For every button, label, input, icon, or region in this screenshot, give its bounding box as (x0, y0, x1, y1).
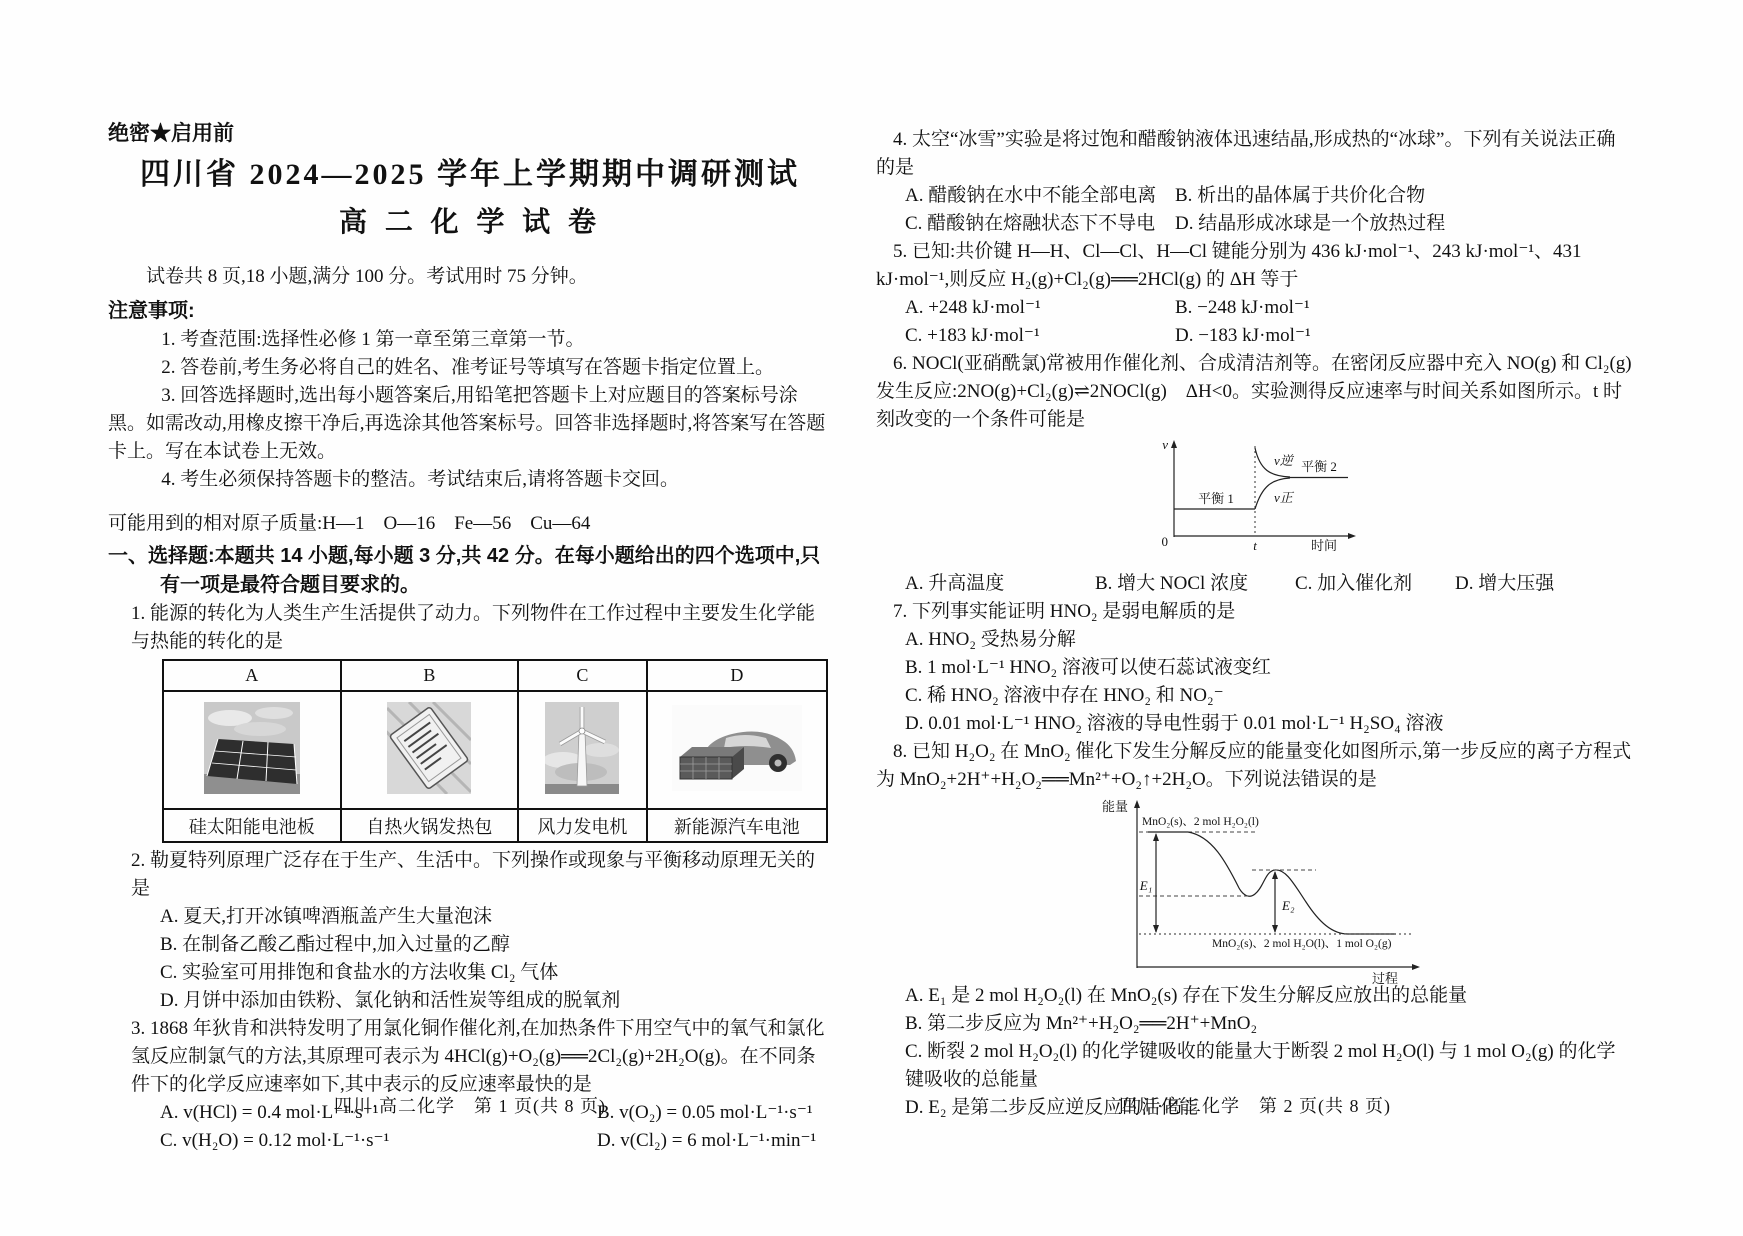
question-7-option-d: D. 0.01 mol·L⁻¹ HNO₂ 溶液的导电性弱于 0.01 mol·L⁻¹ H₂SO₄ 溶液 (905, 713, 1444, 734)
table-caption-d: 新能源汽车电池 (647, 809, 827, 842)
question-6-options-row (905, 570, 1634, 598)
question-3-text: 3. 1868 年狄肯和洪特发明了用氯化铜作催化剂,在加热条件下用空气中的氧气和氯化氢反应制氯气的方法,其原理可表示为 4HCl(g)+O₂(g)══2Cl₂(g)+2H₂O(g)。在不同条件下的化学反应速率如下,其中表示的反应速率最快的是 (131, 1018, 825, 1095)
exam-title: 四川省 2024—2025 学年上学期期中调研测试 (140, 158, 800, 191)
page-1 (108, 122, 832, 1155)
question-8-option-a: A. E₁ 是 2 mol H₂O₂(l) 在 MnO₂(s) 存在下发生分解反应放出的总能量 (905, 985, 1468, 1006)
question-1-text: 1. 能源的转化为人类生产生活提供了动力。下列物件在工作过程中主要发生化学能与热能的转化的是 (131, 603, 816, 652)
question-3-option-d: D. v(Cl₂) = 6 mol·L⁻¹·min⁻¹ (597, 1130, 817, 1151)
table-caption-b: 自热火锅发热包 (341, 809, 519, 842)
question-6-option-c: C. 加入催化剂 (1295, 573, 1413, 594)
page-2 (876, 126, 1634, 1122)
question-4-option-c: C. 醋酸钠在熔融状态下不导电 (905, 213, 1156, 234)
page-1-footer: 四川·高二化学 第 1 页(共 8 页) (334, 1096, 606, 1116)
question-5-options-row-1 (905, 294, 1634, 322)
question-8-option-c: C. 断裂 2 mol H₂O₂(l) 的化学键吸收的能量大于断裂 2 mol H₂O(l) 与 1 mol O₂(g) 的化学键吸收的总能量 (905, 1041, 1616, 1090)
diagram-e1-label: E₁ (1139, 878, 1153, 893)
exam-subtitle: 高 二 化 学 试 卷 (339, 206, 601, 237)
question-5-option-a: A. +248 kJ·mol⁻¹ (905, 297, 1041, 318)
question-5-options-row-2 (905, 322, 1634, 350)
table-header-c: C (518, 660, 646, 691)
table-image-row (163, 691, 827, 809)
question-4-options-row-2 (905, 210, 1634, 238)
graph-equilibrium2-label: 平衡 2 (1301, 459, 1337, 474)
question-2-option-a: A. 夏天,打开冰镇啤酒瓶盖产生大量泡沫 (160, 906, 492, 927)
table-header-row (163, 660, 827, 691)
section-1-heading: 一、选择题:本题共 14 小题,每小题 3 分,共 42 分。在每小题给出的四个选项中,只有一项是最符合题目要求的。 (108, 545, 821, 596)
graph-v-reverse-label: v逆 (1274, 453, 1293, 468)
diagram-x-axis-label: 过程 (1372, 971, 1399, 986)
question-8-option-d: D. E₂ 是第二步反应逆反应的活化能 (905, 1097, 1199, 1118)
question-5-option-c: C. +183 kJ·mol⁻¹ (905, 325, 1040, 346)
table-cell-image-c (518, 691, 646, 809)
table-cell-image-d (647, 691, 827, 809)
rate-time-graph (1154, 436, 1386, 568)
graph-t-label: t (1253, 538, 1257, 553)
note-item-3: 3. 回答选择题时,选出每小题答案后,用铅笔把答题卡上对应题目的答案标号涂黑。如需改动,用橡皮擦干净后,再选涂其他答案标号。回答非选择题时,将答案写在答题卡上。写在本试卷上无效。 (108, 385, 826, 462)
question-5-option-b: B. −248 kJ·mol⁻¹ (1175, 297, 1310, 318)
question-3-option-a: A. v(HCl) = 0.4 mol·L⁻¹·s⁻¹ (160, 1102, 379, 1123)
table-header-d: D (647, 660, 827, 691)
heating-pack-image (387, 702, 471, 794)
table-caption-row (163, 809, 827, 842)
question-7-option-b: B. 1 mol·L⁻¹ HNO₂ 溶液可以使石蕊试液变红 (905, 657, 1271, 678)
table-header-a: A (163, 660, 341, 691)
question-6-rate-graph (876, 434, 1634, 570)
page-2-footer: 四川·高二化学 第 2 页(共 8 页) (1119, 1096, 1391, 1116)
question-3-option-c: C. v(H₂O) = 0.12 mol·L⁻¹·s⁻¹ (160, 1130, 390, 1151)
notes-heading: 注意事项: (108, 300, 195, 322)
graph-y-axis-label: v (1162, 437, 1168, 452)
question-6-option-b: B. 增大 NOCl 浓度 (1095, 573, 1249, 594)
question-5-text: 5. 已知:共价键 H—H、Cl—Cl、H—Cl 键能分别为 436 kJ·mol⁻¹、243 kJ·mol⁻¹、431 kJ·mol⁻¹,则反应 H₂(g)+Cl₂(g)══2HCl(g) 的 ΔH 等于 (876, 241, 1582, 290)
graph-v-forward-label: v正 (1274, 490, 1293, 505)
diagram-y-axis-label: 能量 (1102, 799, 1129, 814)
table-cell-image-b (341, 691, 519, 809)
table-caption-a: 硅太阳能电池板 (163, 809, 341, 842)
question-7-option-c: C. 稀 HNO₂ 溶液中存在 HNO₂ 和 NO₂⁻ (905, 685, 1224, 706)
energy-profile-diagram (1100, 794, 1444, 986)
question-4-option-b: B. 析出的晶体属于共价化合物 (1175, 185, 1426, 206)
exam-info: 试卷共 8 页,18 小题,满分 100 分。考试用时 75 分钟。 (146, 266, 588, 287)
question-4-option-d: D. 结晶形成冰球是一个放热过程 (1175, 213, 1446, 234)
question-1-table (162, 659, 828, 843)
solar-panel-image (204, 702, 300, 794)
graph-origin-label: 0 (1161, 534, 1168, 549)
question-3-option-b: B. v(O₂) = 0.05 mol·L⁻¹·s⁻¹ (597, 1102, 813, 1123)
diagram-end-state-label: MnO₂(s)、2 mol H₂O(l)、1 mol O₂(g) (1212, 938, 1392, 950)
question-2-option-c: C. 实验室可用排饱和食盐水的方法收集 Cl₂ 气体 (160, 962, 559, 983)
question-2-text: 2. 勒夏特列原理广泛存在于生产、生活中。下列操作或现象与平衡移动原理无关的是 (131, 850, 816, 899)
security-notice: 绝密★启用前 (108, 122, 234, 145)
ev-battery-image (672, 705, 802, 791)
question-8-energy-diagram (876, 794, 1634, 986)
question-6-option-a: A. 升高温度 (905, 573, 1005, 594)
diagram-e2-label: E₂ (1282, 898, 1295, 913)
graph-x-axis-label: 时间 (1310, 538, 1338, 553)
question-4-text: 4. 太空“冰雪”实验是将过饱和醋酸钠液体迅速结晶,形成热的“冰球”。下列有关说法正确的是 (876, 129, 1616, 178)
question-7-text: 7. 下列事实能证明 HNO₂ 是弱电解质的是 (893, 601, 1236, 622)
table-caption-c: 风力发电机 (518, 809, 646, 842)
question-6-option-d: D. 增大压强 (1455, 573, 1555, 594)
question-6-text: 6. NOCl(亚硝酰氯)常被用作催化剂、合成清洁剂等。在密闭反应器中充入 NO(g) 和 Cl₂(g) 发生反应:2NO(g)+Cl₂(g)⇌2NOCl(g) ΔH<0。实验测得反应速率与时间关系如图所示。t 时刻改变的一个条件可能是 (876, 353, 1632, 430)
table-cell-image-a (163, 691, 341, 809)
note-item-2: 2. 答卷前,考生务必将自己的姓名、准考证号等填写在答题卡指定位置上。 (161, 357, 774, 378)
graph-equilibrium1-label: 平衡 1 (1198, 491, 1234, 506)
question-4-options-row-1 (905, 182, 1634, 210)
question-3-options-row-2 (160, 1127, 832, 1155)
atomic-masses-line: 可能用到的相对原子质量:H—1 O—16 Fe—56 Cu—64 (108, 513, 591, 534)
note-item-1: 1. 考查范围:选择性必修 1 第一章至第三章第一节。 (161, 329, 585, 350)
question-8-option-b: B. 第二步反应为 Mn²⁺+H₂O₂══2H⁺+MnO₂ (905, 1013, 1258, 1034)
wind-turbine-image (545, 702, 619, 794)
diagram-start-state-label: MnO₂(s)、2 mol H₂O₂(l) (1142, 816, 1259, 828)
question-5-option-d: D. −183 kJ·mol⁻¹ (1175, 325, 1311, 346)
question-8-text: 8. 已知 H₂O₂ 在 MnO₂ 催化下发生分解反应的能量变化如图所示,第一步反应的离子方程式为 MnO₂+2H⁺+H₂O₂══Mn²⁺+O₂↑+2H₂O。下列说法错误的是 (876, 741, 1632, 790)
table-header-b: B (341, 660, 519, 691)
note-item-4: 4. 考生必须保持答题卡的整洁。考试结束后,请将答题卡交回。 (161, 469, 679, 490)
question-7-option-a: A. HNO₂ 受热易分解 (905, 629, 1076, 650)
question-2-option-b: B. 在制备乙酸乙酯过程中,加入过量的乙醇 (160, 934, 510, 955)
question-2-option-d: D. 月饼中添加由铁粉、氯化钠和活性炭等组成的脱氧剂 (160, 990, 621, 1011)
question-4-option-a: A. 醋酸钠在水中不能全部电离 (905, 185, 1157, 206)
